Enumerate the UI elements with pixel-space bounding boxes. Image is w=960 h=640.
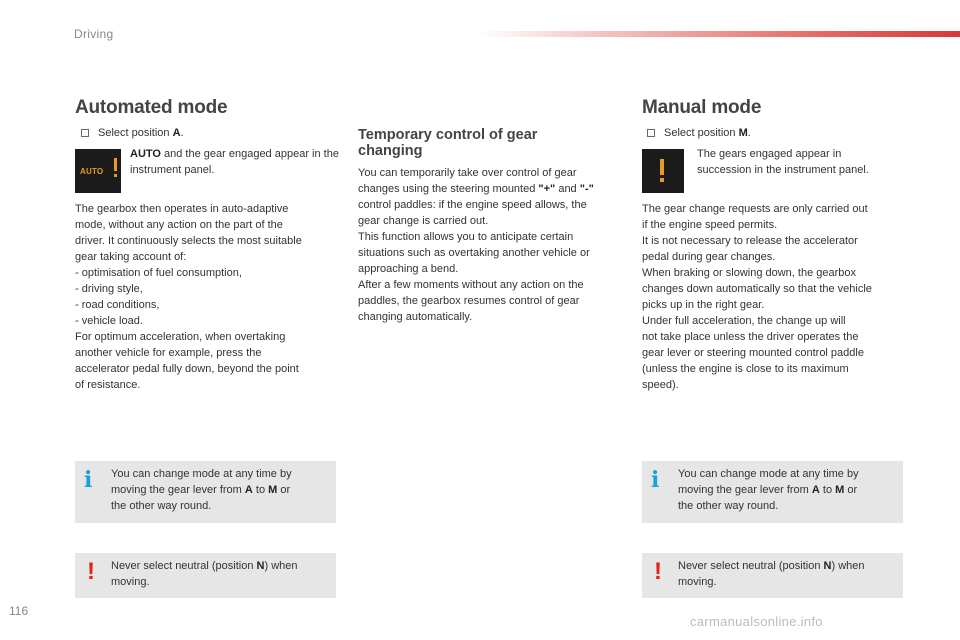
paragraph-text: and: [555, 183, 580, 195]
paragraph-line: control paddles: if the engine speed allows, the: [358, 199, 587, 211]
paragraph-line: You can temporarily take over control of gear: [358, 167, 577, 179]
info-line-text: or: [844, 484, 858, 496]
info-m: M: [835, 484, 845, 496]
paragraph-line: speed).: [642, 379, 679, 391]
warning-box-left: [75, 553, 336, 598]
paragraph-line: picks up in the right gear.: [642, 299, 765, 311]
gear-indicator-bar: [114, 158, 117, 171]
checkbox-icon: [81, 129, 89, 137]
info-line-text: to: [819, 484, 836, 496]
info-line-text: to: [252, 484, 269, 496]
warning-line: [678, 558, 898, 574]
paragraph-line: After a few moments without any action on the: [358, 279, 584, 291]
info-text: [678, 466, 898, 514]
info-line: the other way round.: [111, 500, 212, 512]
gear-indicator-bar: [660, 159, 664, 175]
title-line: changing: [358, 143, 423, 159]
paragraph-line: driver. It continuously selects the most suitable: [75, 235, 302, 247]
warning-line-text: Never select neutral (position: [111, 560, 257, 572]
paragraph-line: not take place unless the driver operates the: [642, 331, 859, 343]
section-label: Driving: [74, 27, 114, 41]
paragraph-line: [358, 181, 628, 197]
select-a-bullet: [81, 127, 184, 139]
gear-indicator-dot: [114, 174, 117, 177]
paragraph-line: accelerator pedal fully down, beyond the point: [75, 363, 299, 375]
bullet-value: M: [738, 127, 748, 139]
info-a: A: [244, 484, 253, 496]
paragraph-line: This function allows you to anticipate certain: [358, 231, 574, 243]
bullet-value: A: [172, 127, 181, 139]
paragraph-text: changes using the steering mounted: [358, 183, 539, 195]
paragraph-line: When braking or slowing down, the gearbox: [642, 267, 857, 279]
paragraph-line: - optimisation of fuel consumption,: [75, 267, 242, 279]
warning-text: [678, 558, 898, 590]
warning-line: moving.: [678, 576, 717, 588]
paragraph-line: situations such as overtaking another vehicle or: [358, 247, 590, 259]
paragraph-line: paddles, the gearbox resumes control of gear: [358, 295, 580, 307]
paragraph-line: another vehicle for example, press the: [75, 347, 262, 359]
info-text: [111, 466, 331, 514]
checkbox-icon: [647, 129, 655, 137]
paragraph-line: The gearbox then operates in auto-adaptive: [75, 203, 289, 215]
warning-n: N: [256, 560, 265, 572]
bullet-suffix: .: [747, 127, 751, 139]
info-line: You can change mode at any time by: [678, 468, 859, 480]
manual-instrument-panel: [642, 149, 684, 193]
warning-n: N: [823, 560, 832, 572]
info-box-left: [75, 461, 336, 523]
paragraph-line: Under full acceleration, the change up will: [642, 315, 846, 327]
info-line: You can change mode at any time by: [111, 468, 292, 480]
paragraph-line: - vehicle load.: [75, 315, 143, 327]
info-icon: i: [84, 467, 93, 493]
info-icon: i: [651, 467, 660, 493]
paragraph-line: It is not necessary to release the accelerator: [642, 235, 858, 247]
bullet-suffix: .: [180, 127, 184, 139]
manual-paragraph: [642, 201, 917, 393]
page-number: 116: [9, 604, 29, 618]
info-line: [111, 482, 331, 498]
warning-line: [111, 558, 331, 574]
gearbox-paragraph: [75, 201, 345, 393]
title-line: Temporary control of gear: [358, 127, 538, 143]
info-m: M: [268, 484, 278, 496]
paragraph-line: - driving style,: [75, 283, 143, 295]
paragraph-line: changing automatically.: [358, 311, 473, 323]
paragraph-line: gear taking account of:: [75, 251, 187, 263]
paragraph-line: pedal during gear changes.: [642, 251, 776, 263]
description-line: The gears engaged appear in: [697, 148, 842, 160]
temporary-control-title: [358, 127, 537, 159]
paragraph-line: if the engine speed permits.: [642, 219, 778, 231]
paragraph-line: - road conditions,: [75, 299, 160, 311]
paragraph-line: mode, without any action on the part of the: [75, 219, 283, 231]
paragraph-line: The gear change requests are only carried out: [642, 203, 868, 215]
description-line: succession in the instrument panel.: [697, 164, 869, 176]
bullet-text: Select position: [664, 127, 739, 139]
automated-mode-title: Automated mode: [75, 97, 228, 118]
paragraph-line: of resistance.: [75, 379, 141, 391]
info-a: A: [811, 484, 820, 496]
paragraph-line: gear change is carried out.: [358, 215, 489, 227]
exclamation-icon: !: [87, 558, 95, 585]
header-accent-bar: [478, 31, 960, 37]
manual-description: [697, 146, 907, 178]
temporary-control-paragraph: [358, 165, 628, 325]
paragraph-line: changes down automatically so that the vehicle: [642, 283, 872, 295]
watermark: carmanualsonline.info: [690, 614, 823, 629]
paragraph-line: (unless the engine is close to its maximum: [642, 363, 849, 375]
warning-line-text: ) when: [831, 560, 865, 572]
auto-desc-bold: AUTO: [130, 148, 161, 160]
bullet-text: Select position: [98, 127, 173, 139]
auto-panel-label: AUTO: [80, 167, 104, 176]
auto-description: [130, 146, 340, 178]
paragraph-line: gear lever or steering mounted control paddle: [642, 347, 864, 359]
auto-desc-text: and the gear engaged appear in the instrument panel.: [130, 148, 339, 176]
info-line-text: or: [277, 484, 291, 496]
info-line-text: moving the gear lever from: [678, 484, 812, 496]
paragraph-line: approaching a bend.: [358, 263, 459, 275]
auto-instrument-panel: [75, 149, 121, 193]
gear-indicator-dot: [660, 178, 664, 182]
info-line: the other way round.: [678, 500, 779, 512]
warning-text: [111, 558, 331, 590]
exclamation-icon: !: [654, 558, 662, 585]
manual-mode-title: Manual mode: [642, 97, 762, 118]
paragraph-line: For optimum acceleration, when overtaking: [75, 331, 286, 343]
info-box-right: [642, 461, 903, 523]
warning-box-right: [642, 553, 903, 598]
info-line: [678, 482, 898, 498]
plus-paddle: "+": [538, 183, 556, 195]
warning-line-text: Never select neutral (position: [678, 560, 824, 572]
info-line-text: moving the gear lever from: [111, 484, 245, 496]
select-m-bullet: [647, 127, 751, 139]
warning-line-text: ) when: [264, 560, 298, 572]
minus-paddle: "-": [579, 183, 594, 195]
warning-line: moving.: [111, 576, 150, 588]
